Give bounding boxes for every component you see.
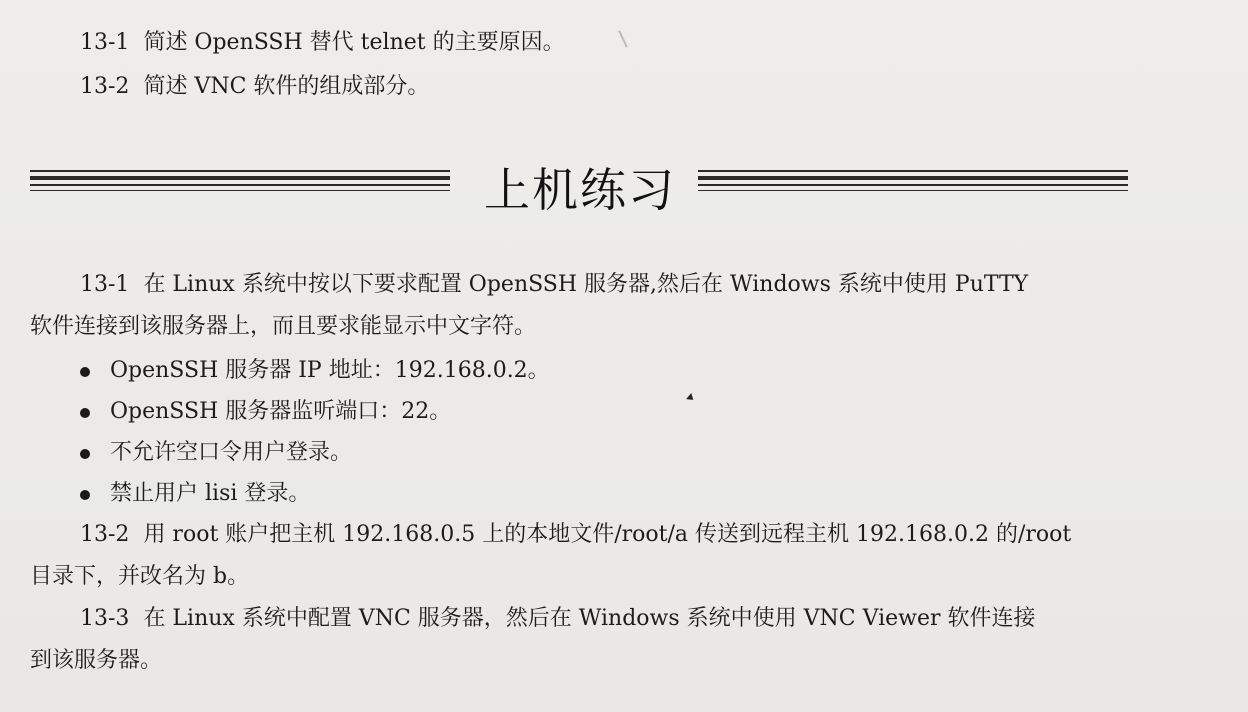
exercise-1-bullet-3: 不允许空口令用户登录。	[110, 440, 353, 465]
exercise-1-bullet-1: OpenSSH 服务器 IP 地址：192.168.0.2。	[110, 358, 550, 383]
exercise-number: 13-1	[80, 272, 130, 297]
exercise-1-line-1	[80, 270, 1028, 300]
exercise-1-bullet-2: OpenSSH 服务器监听端口：22。	[110, 399, 452, 424]
question-text: 简述 VNC 软件的组成部分。	[143, 74, 430, 99]
exercise-number: 13-3	[80, 606, 130, 631]
pointer-mark-icon	[686, 393, 696, 403]
bullet-dot	[80, 408, 90, 418]
exercise-1-bullet-4: 禁止用户 lisi 登录。	[110, 481, 311, 506]
exercise-text: 在 Linux 系统中按以下要求配置 OpenSSH 服务器,然后在 Windows 系统中使用 PuTTY	[143, 272, 1029, 297]
heading-rule-right	[698, 170, 1128, 200]
exercise-1-line-2: 软件连接到该服务器上，而且要求能显示中文字符。	[30, 314, 537, 339]
exercise-2-line-2: 目录下，并改名为 b。	[30, 564, 250, 589]
page-mark	[618, 30, 627, 47]
bullet-dot	[80, 449, 90, 459]
question-number: 13-2	[80, 74, 130, 99]
bullet-dot	[80, 367, 90, 377]
exercise-3-line-2: 到该服务器。	[30, 648, 163, 673]
heading-rule-left	[30, 170, 450, 200]
exercise-number: 13-2	[80, 522, 130, 547]
review-question-2	[80, 72, 429, 102]
bullet-dot	[80, 490, 90, 500]
exercise-text: 在 Linux 系统中配置 VNC 服务器，然后在 Windows 系统中使用 VNC Viewer 软件连接	[143, 606, 1036, 631]
exercise-text: 用 root 账户把主机 192.168.0.5 上的本地文件/root/a 传送到远程主机 192.168.0.2 的/root	[143, 522, 1072, 547]
exercise-3-line-1	[80, 604, 1036, 634]
question-text: 简述 OpenSSH 替代 telnet 的主要原因。	[143, 30, 565, 55]
section-heading	[30, 158, 1128, 218]
question-number: 13-1	[80, 30, 130, 55]
review-question-1	[80, 28, 565, 58]
exercise-2-line-1	[80, 520, 1071, 550]
section-title: 上机练习	[484, 163, 676, 217]
